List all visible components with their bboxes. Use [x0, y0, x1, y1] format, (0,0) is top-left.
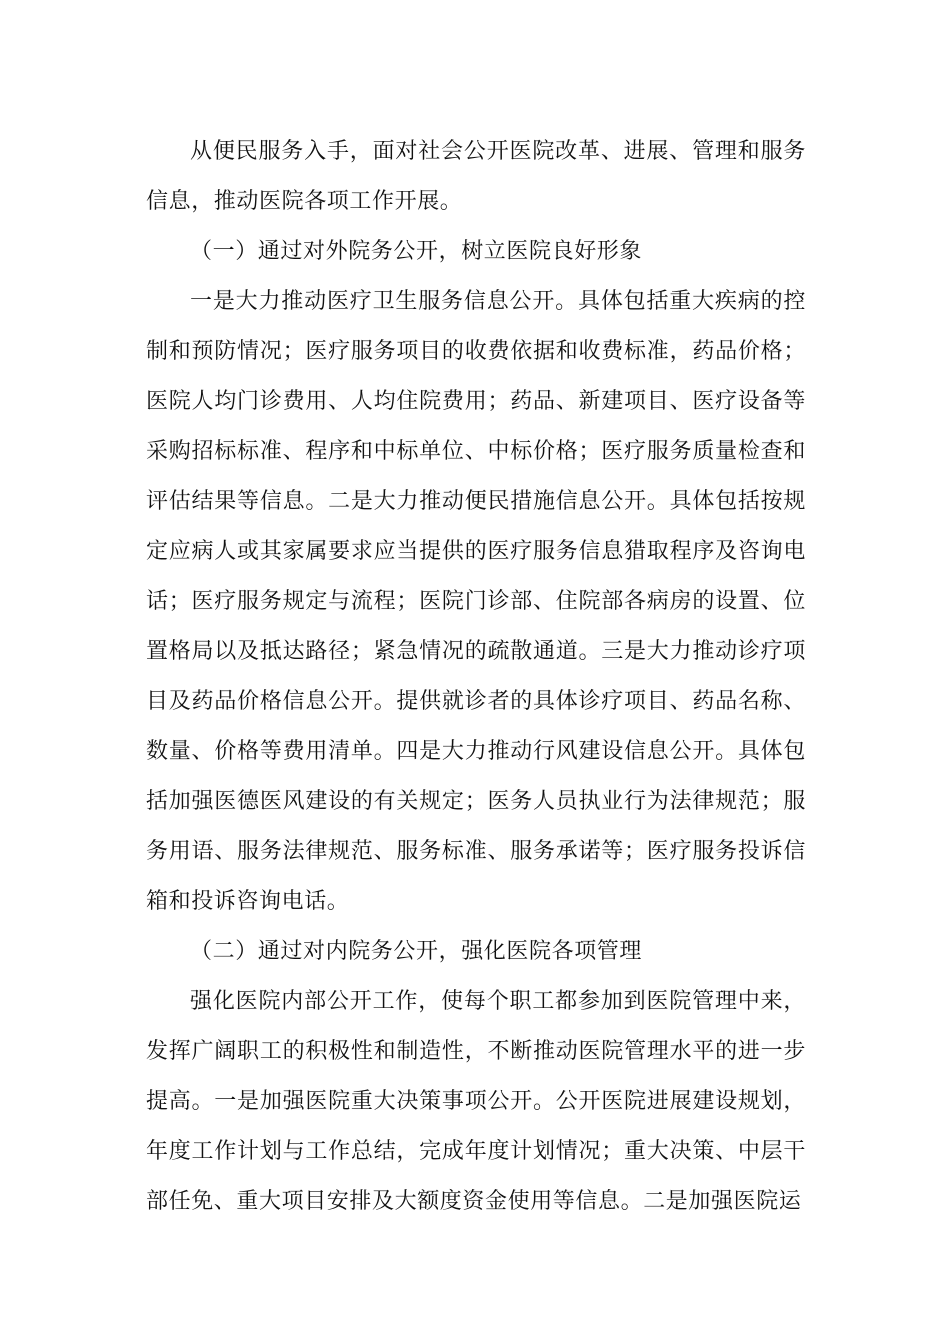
- section-heading-internal: （二）通过对内院务公开，强化医院各项管理: [190, 939, 643, 964]
- internal-disclosure-paragraph: 强化医院内部公开工作，使每个职工都参加到医院管理中来，发挥广阔职工的积极性和制造性，不断推动医院管理水平的进一步提高。一是加强医院重大决策事项公开。公开医院进展建设规划，年度工作计划与工作总结，完成年度计划情况；重大决策、中层干部任免、重大项目安排及大额度资金使用等信息。二是加强医院运: [146, 989, 806, 1214]
- document-body: [146, 127, 806, 1227]
- section-heading-external: （一）通过对外院务公开，树立医院良好形象: [190, 239, 643, 264]
- intro-paragraph: 从便民服务入手，面对社会公开医院改革、进展、管理和服务信息，推动医院各项工作开展。: [146, 139, 806, 214]
- external-disclosure-paragraph: 一是大力推动医疗卫生服务信息公开。具体包括重大疾病的控制和预防情况；医疗服务项目的收费依据和收费标准，药品价格；医院人均门诊费用、人均住院费用；药品、新建项目、医疗设备等采购招标标准、程序和中标单位、中标价格；医疗服务质量检查和评估结果等信息。二是大力推动便民措施信息公开。具体包括按规定应病人或其家属要求应当提供的医疗服务信息猎取程序及咨询电话；医疗服务规定与流程；医院门诊部、住院部各病房的设置、位置格局以及抵达路径；紧急情况的疏散通道。三是大力推动诊疗项目及药品价格信息公开。提供就诊者的具体诊疗项目、药品名称、数量、价格等费用清单。四是大力推动行风建设信息公开。具体包括加强医德医风建设的有关规定；医务人员执业行为法律规范；服务用语、服务法律规范、服务标准、服务承诺等；医疗服务投诉信箱和投诉咨询电话。: [146, 289, 806, 914]
